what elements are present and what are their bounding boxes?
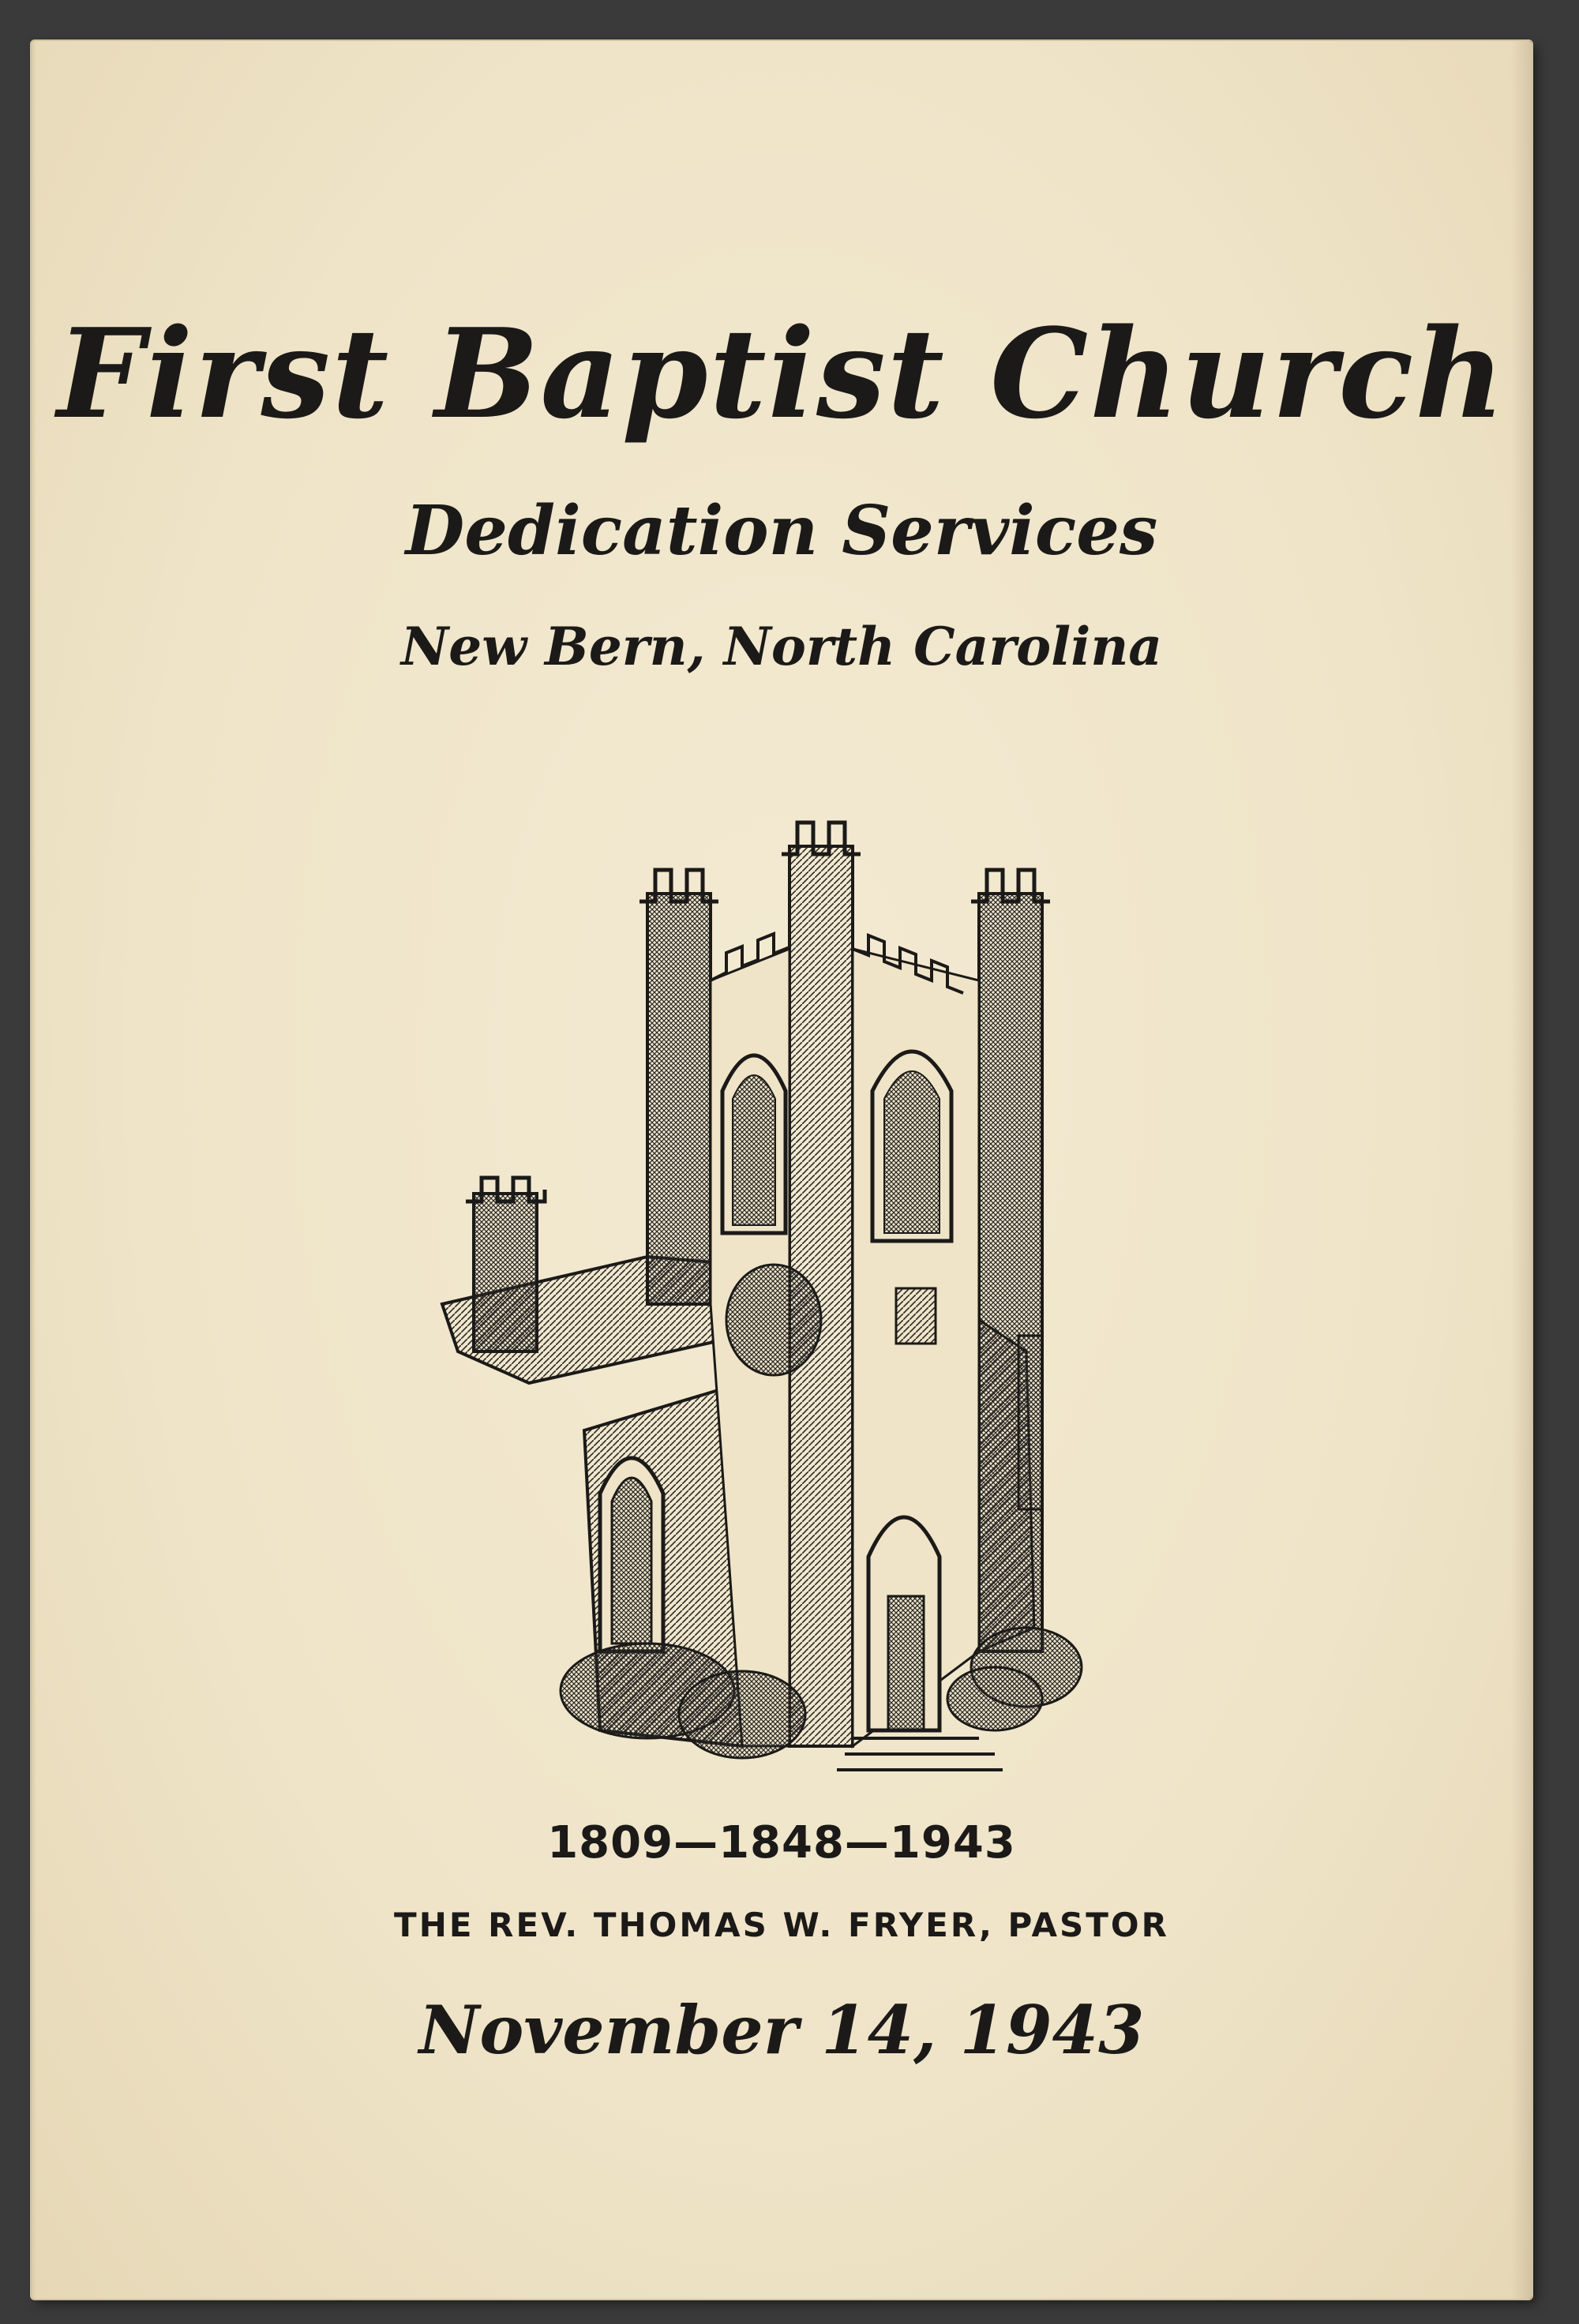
- church-years: 1809—1848—1943: [547, 1817, 1016, 1869]
- church-tower-illustration: [411, 720, 1200, 1825]
- right-wing: [979, 1320, 1042, 1651]
- church-location: New Bern, North Carolina: [400, 616, 1163, 677]
- service-date: November 14, 1943: [418, 1991, 1145, 2069]
- booklet-cover: [32, 41, 1532, 2299]
- pastor-name: THE REV. THOMAS W. FRYER, PASTOR: [394, 1906, 1169, 1944]
- church-title: First Baptist Church: [57, 302, 1506, 446]
- service-subtitle: Dedication Services: [405, 491, 1158, 571]
